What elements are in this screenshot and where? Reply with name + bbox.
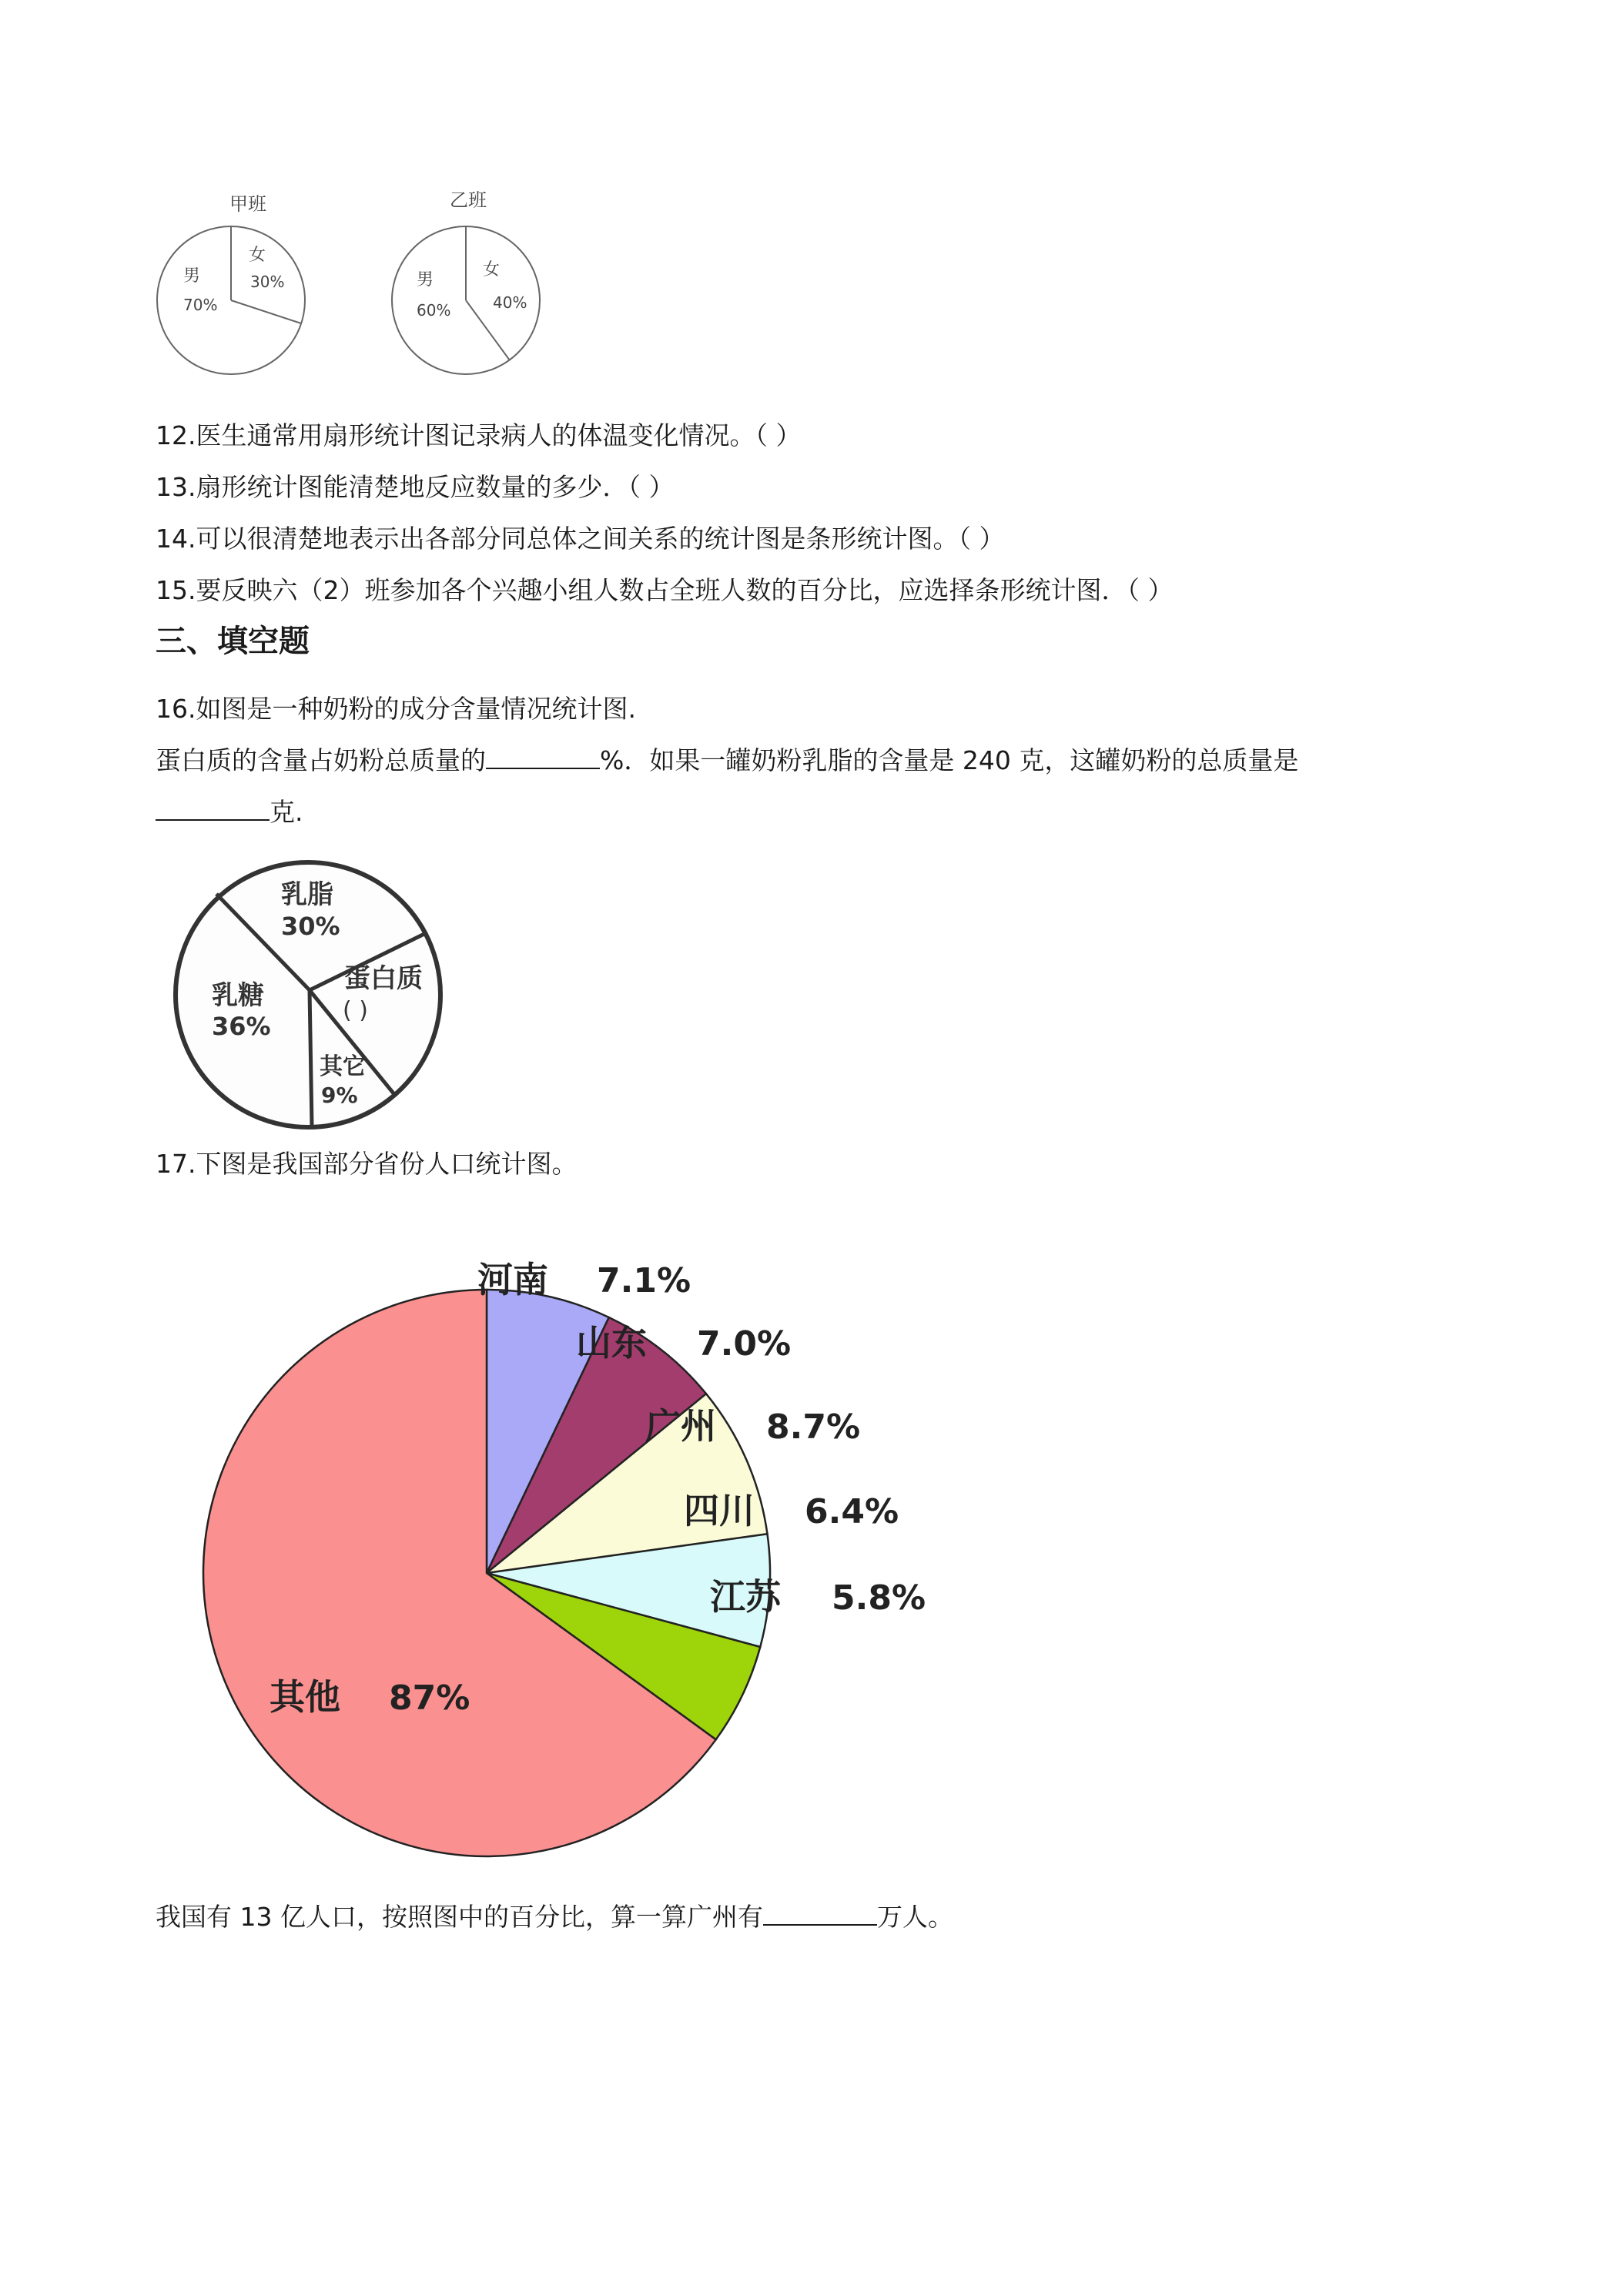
class-pies-figure (150, 173, 581, 389)
pie-label-name-6: 其他 (270, 1676, 340, 1718)
pie-label-name-5: 江苏 (710, 1576, 781, 1618)
pie-label-name-3: 广州 (645, 1405, 716, 1447)
question-17-intro: 17.下图是我国部分省份人口统计图。 (156, 1149, 578, 1179)
milk-powder-pie (166, 855, 450, 1132)
jia-girl-pct: 30% (250, 273, 285, 291)
jia-divider-right (231, 300, 301, 323)
pie-label-pct-1: 7.1% (597, 1261, 691, 1300)
yi-boy-label: 男 (417, 270, 434, 290)
population-pie-slices (203, 1290, 770, 1856)
question-16-line3 (156, 795, 303, 829)
question-14: 14.可以很清楚地表示出各部分同总体之间关系的统计图是条形统计图。（ ） (156, 524, 1005, 554)
question-13: 13.扇形统计图能清楚地反应数量的多少．（ ） (156, 472, 675, 502)
pie-label-pct-3: 8.7% (766, 1407, 861, 1447)
jia-boy-pct: 70% (183, 296, 218, 314)
q17-guangzhou-blank[interactable] (763, 1901, 877, 1926)
pie-label-name-4: 四川 (684, 1490, 755, 1531)
question-12: 12.医生通常用扇形统计图记录病人的体温变化情况。（ ） (156, 420, 802, 450)
jia-girl-label: 女 (249, 246, 266, 265)
pie-label-pct-5: 5.8% (832, 1578, 926, 1618)
yi-girl-label: 女 (483, 260, 501, 279)
q16-text-b: %．如果一罐奶粉乳脂的含量是 240 克，这罐奶粉的总质量是 (600, 745, 1299, 775)
milk-other-label: 其它 (320, 1053, 366, 1080)
milk-other-pct: 9% (321, 1083, 358, 1108)
section-heading-fill-blank: 三、填空题 (156, 624, 310, 659)
question-15: 15.要反映六（2）班参加各个兴趣小组人数占全班人数的百分比，应选择条形统计图．（ ） (156, 575, 1174, 605)
pie-label-pct-4: 6.4% (805, 1492, 899, 1531)
yi-boy-pct: 60% (417, 301, 451, 320)
q17-text-b: 万人。 (876, 1902, 953, 1932)
milk-lactose-pct: 36% (212, 1012, 271, 1041)
jia-title: 甲班 (229, 193, 266, 215)
q17-text-a: 我国有 13 亿人口，按照图中的百分比，算一算广州有 (156, 1902, 763, 1932)
milk-fat-pct: 30% (281, 912, 340, 941)
jia-boy-label: 男 (183, 266, 201, 286)
pie-label-pct-6: 87% (389, 1678, 470, 1718)
pie-label-pct-2: 7.0% (697, 1324, 792, 1364)
q16-protein-blank[interactable] (486, 745, 600, 769)
question-16-line2 (156, 744, 1298, 778)
milk-fat-label: 乳脂 (281, 879, 333, 910)
question-16-intro: 16.如图是一种奶粉的成分含量情况统计图. (156, 694, 636, 724)
q16-text-a: 蛋白质的含量占奶粉总质量的 (156, 745, 486, 775)
yi-title: 乙班 (450, 189, 487, 211)
population-pie-chart (0, 1232, 1001, 1886)
milk-protein-blank: ( ) (343, 997, 368, 1024)
pie-label-name-2: 山东 (576, 1322, 647, 1364)
question-17-line2 (156, 1900, 953, 1934)
q16-text-c: 克. (270, 797, 303, 827)
yi-girl-pct: 40% (493, 293, 527, 312)
milk-pie-divider-4 (310, 990, 312, 1127)
milk-protein-label: 蛋白质 (344, 963, 423, 994)
q16-total-blank[interactable] (156, 796, 270, 821)
pie-label-name-1: 河南 (477, 1259, 548, 1300)
milk-lactose-label: 乳糖 (212, 980, 264, 1011)
